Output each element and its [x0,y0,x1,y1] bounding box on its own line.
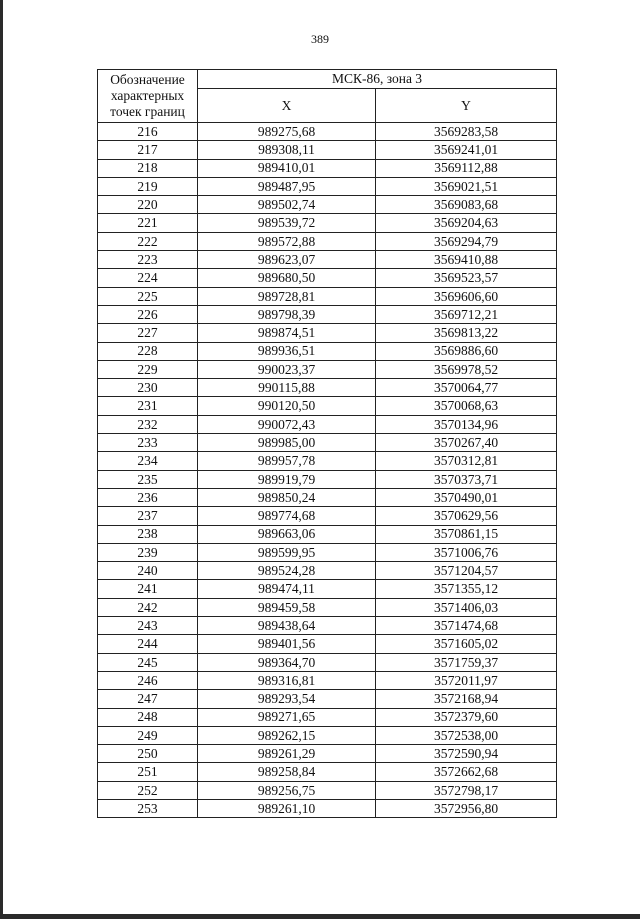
y-coordinate-cell: 3571355,12 [376,580,557,598]
x-coordinate-cell: 989985,00 [198,434,376,452]
table-body [98,123,557,818]
point-id-cell: 239 [98,543,198,561]
table-row [98,470,557,488]
x-coordinate-cell: 989798,39 [198,305,376,323]
point-id-cell: 247 [98,690,198,708]
table-row [98,708,557,726]
coordinates-table [97,69,557,818]
x-coordinate-cell: 989728,81 [198,287,376,305]
y-coordinate-cell: 3570267,40 [376,434,557,452]
table-row [98,745,557,763]
y-coordinate-cell: 3572011,97 [376,671,557,689]
x-coordinate-cell: 989572,88 [198,232,376,250]
header-designation-line-2: характерных [110,88,185,103]
point-id-cell: 230 [98,379,198,397]
table-row [98,562,557,580]
point-id-cell: 219 [98,177,198,195]
table-row [98,434,557,452]
x-coordinate-cell: 990120,50 [198,397,376,415]
table-row [98,177,557,195]
y-coordinate-cell: 3572590,94 [376,745,557,763]
y-coordinate-cell: 3572798,17 [376,781,557,799]
table-row [98,269,557,287]
point-id-cell: 222 [98,232,198,250]
point-id-cell: 251 [98,763,198,781]
point-id-cell: 253 [98,799,198,817]
table-row [98,251,557,269]
x-coordinate-cell: 989774,68 [198,507,376,525]
table-row [98,598,557,616]
table-row [98,488,557,506]
x-coordinate-cell: 989599,95 [198,543,376,561]
table-row [98,379,557,397]
point-id-cell: 218 [98,159,198,177]
x-coordinate-cell: 989275,68 [198,123,376,141]
y-coordinate-cell: 3569083,68 [376,196,557,214]
y-coordinate-cell: 3569813,22 [376,324,557,342]
table-row [98,141,557,159]
y-coordinate-cell: 3572956,80 [376,799,557,817]
x-coordinate-cell: 990023,37 [198,360,376,378]
table-row [98,617,557,635]
y-coordinate-cell: 3569283,58 [376,123,557,141]
y-coordinate-cell: 3569410,88 [376,251,557,269]
x-coordinate-cell: 989539,72 [198,214,376,232]
table-row [98,635,557,653]
point-id-cell: 238 [98,525,198,543]
table-row [98,726,557,744]
table-row [98,580,557,598]
x-coordinate-cell: 990115,88 [198,379,376,397]
y-coordinate-cell: 3572538,00 [376,726,557,744]
y-coordinate-cell: 3570490,01 [376,488,557,506]
x-coordinate-cell: 989271,65 [198,708,376,726]
y-coordinate-cell: 3569294,79 [376,232,557,250]
y-coordinate-cell: 3569978,52 [376,360,557,378]
scan-edge-bottom [0,914,640,919]
x-coordinate-cell: 989850,24 [198,488,376,506]
y-coordinate-cell: 3569241,01 [376,141,557,159]
page-number: 389 [311,32,329,46]
scan-edge-left [0,0,3,919]
x-coordinate-cell: 989524,28 [198,562,376,580]
point-id-cell: 232 [98,415,198,433]
point-id-cell: 224 [98,269,198,287]
x-coordinate-cell: 989364,70 [198,653,376,671]
point-id-cell: 236 [98,488,198,506]
y-coordinate-cell: 3569606,60 [376,287,557,305]
table-row [98,287,557,305]
y-coordinate-cell: 3570373,71 [376,470,557,488]
x-coordinate-cell: 990072,43 [198,415,376,433]
x-coordinate-cell: 989293,54 [198,690,376,708]
y-coordinate-cell: 3570312,81 [376,452,557,470]
x-coordinate-cell: 989438,64 [198,617,376,635]
table-row [98,232,557,250]
header-y: Y [376,89,557,123]
x-coordinate-cell: 989874,51 [198,324,376,342]
header-designation [98,70,198,123]
point-id-cell: 240 [98,562,198,580]
point-id-cell: 225 [98,287,198,305]
y-coordinate-cell: 3571759,37 [376,653,557,671]
table-row [98,452,557,470]
table-row [98,671,557,689]
x-coordinate-cell: 989410,01 [198,159,376,177]
table-row [98,360,557,378]
y-coordinate-cell: 3571406,03 [376,598,557,616]
x-coordinate-cell: 989256,75 [198,781,376,799]
point-id-cell: 246 [98,671,198,689]
point-id-cell: 217 [98,141,198,159]
point-id-cell: 216 [98,123,198,141]
y-coordinate-cell: 3570134,96 [376,415,557,433]
y-coordinate-cell: 3570629,56 [376,507,557,525]
y-coordinate-cell: 3569886,60 [376,342,557,360]
y-coordinate-cell: 3569712,21 [376,305,557,323]
point-id-cell: 248 [98,708,198,726]
table-row [98,653,557,671]
point-id-cell: 228 [98,342,198,360]
table-row [98,543,557,561]
x-coordinate-cell: 989261,29 [198,745,376,763]
point-id-cell: 227 [98,324,198,342]
point-id-cell: 243 [98,617,198,635]
x-coordinate-cell: 989261,10 [198,799,376,817]
x-coordinate-cell: 989308,11 [198,141,376,159]
point-id-cell: 244 [98,635,198,653]
x-coordinate-cell: 989258,84 [198,763,376,781]
x-coordinate-cell: 989316,81 [198,671,376,689]
point-id-cell: 249 [98,726,198,744]
x-coordinate-cell: 989401,56 [198,635,376,653]
table-row [98,507,557,525]
x-coordinate-cell: 989459,58 [198,598,376,616]
y-coordinate-cell: 3569112,88 [376,159,557,177]
table-row [98,799,557,817]
x-coordinate-cell: 989680,50 [198,269,376,287]
point-id-cell: 220 [98,196,198,214]
table-row [98,415,557,433]
point-id-cell: 241 [98,580,198,598]
table-row [98,159,557,177]
point-id-cell: 235 [98,470,198,488]
table-row [98,781,557,799]
x-coordinate-cell: 989663,06 [198,525,376,543]
x-coordinate-cell: 989262,15 [198,726,376,744]
y-coordinate-cell: 3571605,02 [376,635,557,653]
y-coordinate-cell: 3572662,68 [376,763,557,781]
x-coordinate-cell: 989502,74 [198,196,376,214]
y-coordinate-cell: 3570861,15 [376,525,557,543]
x-coordinate-cell: 989936,51 [198,342,376,360]
table-row [98,763,557,781]
table-row [98,397,557,415]
x-coordinate-cell: 989919,79 [198,470,376,488]
x-coordinate-cell: 989957,78 [198,452,376,470]
point-id-cell: 242 [98,598,198,616]
point-id-cell: 252 [98,781,198,799]
y-coordinate-cell: 3571204,57 [376,562,557,580]
point-id-cell: 237 [98,507,198,525]
y-coordinate-cell: 3571006,76 [376,543,557,561]
table-row [98,123,557,141]
point-id-cell: 234 [98,452,198,470]
point-id-cell: 233 [98,434,198,452]
header-coordinate-system: МСК-86, зона 3 [198,70,557,89]
table-row [98,525,557,543]
table-row [98,690,557,708]
x-coordinate-cell: 989623,07 [198,251,376,269]
header-x: X [198,89,376,123]
table-row [98,214,557,232]
y-coordinate-cell: 3570068,63 [376,397,557,415]
header-designation-line-3: точек границ [110,104,185,119]
point-id-cell: 231 [98,397,198,415]
point-id-cell: 245 [98,653,198,671]
y-coordinate-cell: 3570064,77 [376,379,557,397]
point-id-cell: 221 [98,214,198,232]
header-designation-line-1: Обозначение [110,72,185,87]
table-row [98,324,557,342]
y-coordinate-cell: 3571474,68 [376,617,557,635]
point-id-cell: 250 [98,745,198,763]
y-coordinate-cell: 3572168,94 [376,690,557,708]
table-row [98,305,557,323]
point-id-cell: 229 [98,360,198,378]
y-coordinate-cell: 3569204,63 [376,214,557,232]
point-id-cell: 223 [98,251,198,269]
point-id-cell: 226 [98,305,198,323]
x-coordinate-cell: 989487,95 [198,177,376,195]
y-coordinate-cell: 3569021,51 [376,177,557,195]
table-row [98,342,557,360]
x-coordinate-cell: 989474,11 [198,580,376,598]
y-coordinate-cell: 3569523,57 [376,269,557,287]
y-coordinate-cell: 3572379,60 [376,708,557,726]
table-row [98,196,557,214]
